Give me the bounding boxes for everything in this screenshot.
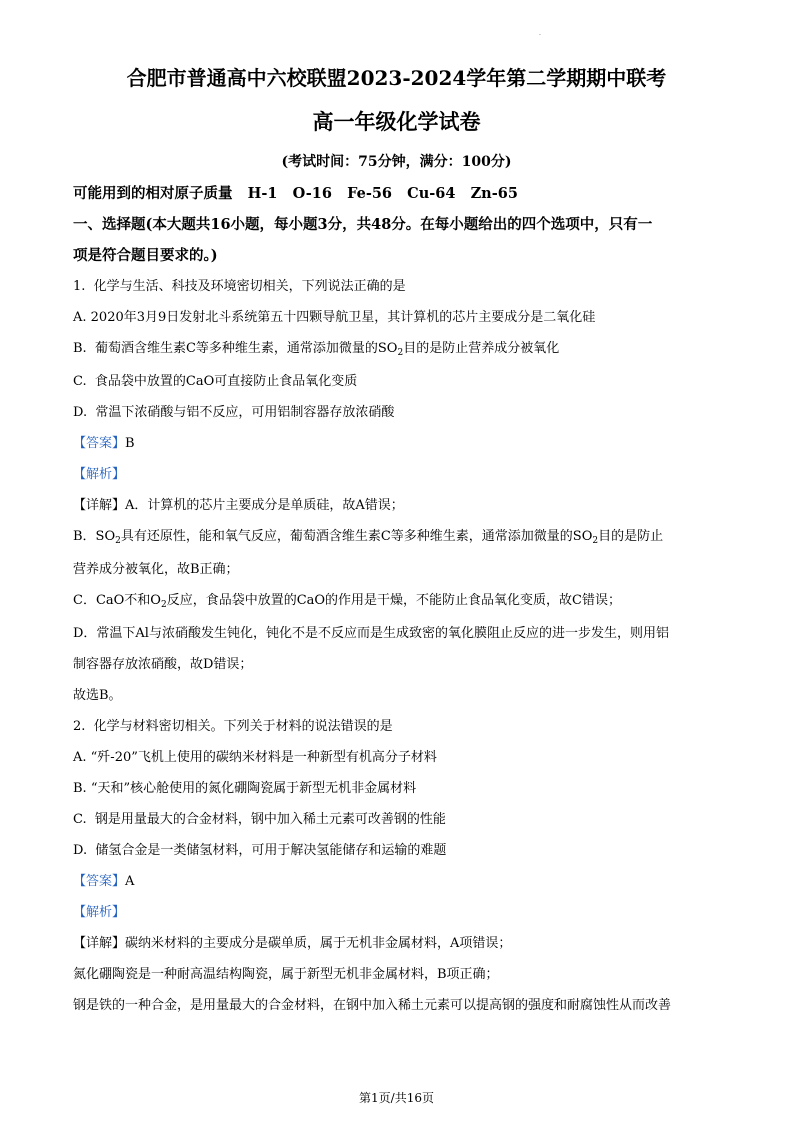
detail-text: B．SO	[73, 529, 116, 544]
answer-value: A	[125, 874, 135, 889]
q1-detail-d-line1: D．常温下Al与浓硝酸发生钝化，钝化不是不反应而是生成致密的氧化膜阻止反应的进一步发生，则用铝	[73, 626, 669, 641]
analysis-tag: 【解析】	[73, 905, 126, 920]
detail-text: 具有还原性，能和氧气反应，葡萄酒含维生素C等多种维生素，通常添加微量的SO	[120, 529, 593, 544]
q2-analysis	[73, 897, 723, 928]
q2-answer	[73, 866, 723, 897]
q1-answer	[73, 428, 723, 459]
page-number: 第1页/共16页	[359, 1091, 434, 1105]
section-heading-line1: 一、选择题(本大题共16小题，每小题3分，共48分。在每小题给出的四个选项中，只有一	[73, 216, 653, 233]
q1-analysis	[73, 459, 723, 490]
subscript: 2	[592, 536, 599, 546]
document-body	[73, 178, 723, 1021]
q2-detail-b: 氮化硼陶瓷是一种耐高温结构陶瓷，属于新型无机非金属材料，B项正确；	[73, 967, 499, 982]
subscript: 2	[397, 348, 404, 358]
q2-option-a: A. “歼-20”飞机上使用的碳纳米材料是一种新型有机高分子材料	[73, 750, 437, 765]
corner-mark: .	[539, 30, 541, 37]
q1-option-b	[73, 333, 723, 366]
detail-text: A．计算机的芯片主要成分是单质硅，故A错误；	[125, 498, 404, 513]
q1-detail-c	[73, 585, 723, 618]
q2-stem: 2. 化学与材料密切相关。下列关于材料的说法错误的是	[73, 719, 393, 734]
answer-tag: 【答案】	[73, 874, 126, 889]
exam-info: (考试时间：75分钟，满分：100分)	[281, 154, 512, 170]
detail-text: C．CaO不和O	[73, 593, 161, 608]
q1-detail-b-line1	[73, 521, 723, 554]
detail-text: 反应，食品袋中放置的CaO的作用是干燥，不能防止食品氧化变质，故C错误；	[166, 593, 622, 608]
answer-tag: 【答案】	[73, 436, 126, 451]
q1-option-b-text: B. 葡萄酒含维生素C等多种维生素，通常添加微量的SO	[73, 341, 398, 356]
q1-detail-d-line2: 制容器存放浓硝酸，故D错误；	[73, 657, 253, 672]
q2-detail-c: 钢是铁的一种合金，是用量最大的合金材料，在钢中加入稀土元素可以提高钢的强度和耐腐蚀性从而改善	[73, 998, 672, 1013]
exam-title: 合肥市普通高中六校联盟2023-2024学年第二学期期中联考	[126, 66, 667, 90]
q1-detail-a	[73, 490, 723, 521]
detail-tag: 【详解】	[73, 936, 126, 951]
q2-option-c: C. 钢是用量最大的合金材料，钢中加入稀土元素可改善钢的性能	[73, 812, 446, 827]
detail-text: 目的是防止	[598, 529, 664, 544]
subscript: 2	[160, 600, 167, 610]
detail-text: 碳纳米材料的主要成分是碳单质，属于无机非金属材料，A项错误；	[125, 936, 512, 951]
q1-stem: 1. 化学与生活、科技及环境密切相关，下列说法正确的是	[73, 279, 406, 294]
q1-option-d: D. 常温下浓硝酸与铝不反应，可用铝制容器存放浓硝酸	[73, 405, 395, 420]
q2-option-b: B. “天和”核心舱使用的氮化硼陶瓷属于新型无机非金属材料	[73, 781, 417, 796]
q2-detail-a	[73, 928, 723, 959]
section-heading-line2: 项是符合题目要求的。)	[73, 247, 218, 264]
analysis-tag: 【解析】	[73, 467, 126, 482]
subscript: 2	[115, 536, 121, 546]
q1-option-a: A. 2020年3月9日发射北斗系统第五十四颗导航卫星，其计算机的芯片主要成分是二氧化硅	[73, 310, 596, 325]
detail-tag: 【详解】	[73, 498, 126, 513]
q1-conclusion: 故选B。	[73, 688, 122, 703]
answer-value: B	[125, 436, 135, 451]
q1-option-c: C. 食品袋中放置的CaO可直接防止食品氧化变质	[73, 374, 358, 389]
q1-option-b-text-end: 目的是防止营养成分被氧化	[403, 341, 560, 356]
q2-option-d: D. 储氢合金是一类储氢材料，可用于解决氢能储存和运输的难题	[73, 843, 447, 858]
exam-subtitle: 高一年级化学试卷	[312, 109, 481, 134]
atomic-masses: 可能用到的相对原子质量 H-1 O-16 Fe-56 Cu-64 Zn-65	[73, 185, 518, 202]
q1-detail-b-line2: 营养成分被氧化，故B正确；	[73, 562, 239, 577]
